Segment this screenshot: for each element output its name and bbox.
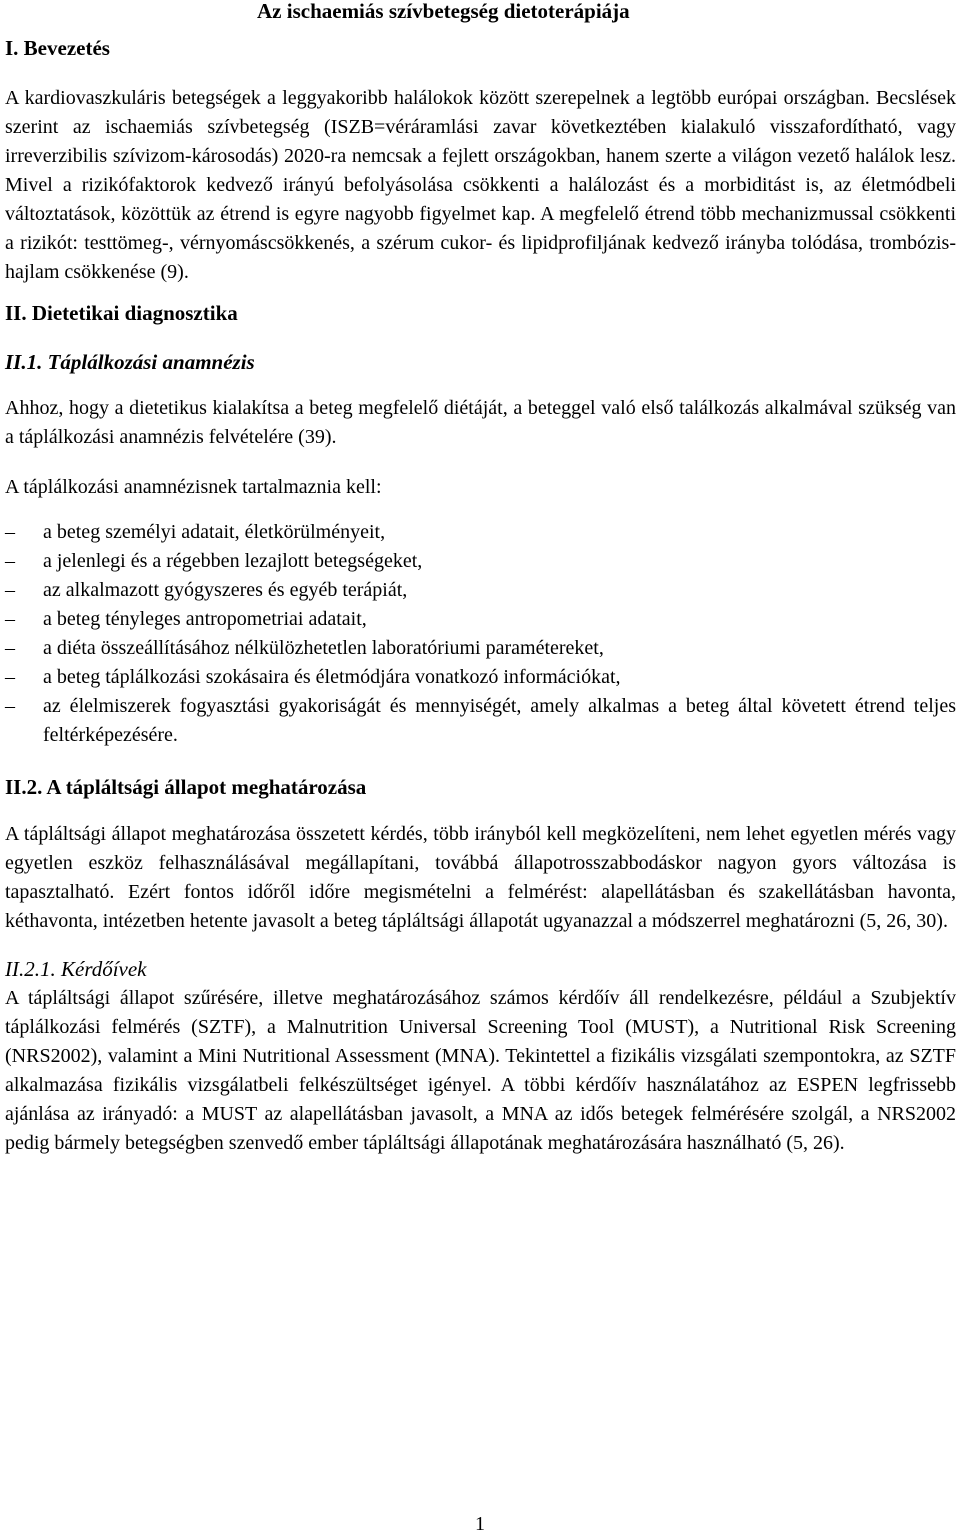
list-item (5, 692, 956, 750)
document-page (5, 0, 956, 1158)
anamnesis-list-intro: A táplálkozási anamnézisnek tartalmaznia kell: (5, 476, 382, 498)
list-item-text: a beteg táplálkozási szokásaira és életmódjára vonatkozó információkat, (43, 666, 621, 688)
dash-bullet-icon: – (5, 637, 15, 659)
dash-bullet-icon: – (5, 695, 15, 717)
anamnesis-requirements-list (5, 518, 956, 750)
section-heading-introduction: I. Bevezetés (5, 36, 110, 60)
list-item-text: az élelmiszerek fogyasztási gyakoriságát és mennyiségét, amely alkalmas a beteg által követett étrend teljes feltérképezésére. (43, 695, 956, 746)
list-item-text: a beteg személyi adatait, életkörülményeit, (43, 521, 386, 543)
section-heading-diagnostics: II. Dietetikai diagnosztika (5, 301, 238, 325)
subsection-heading-nutrition-status: II.2. A tápláltsági állapot meghatározása (5, 775, 367, 799)
list-item (5, 605, 956, 634)
subsection-heading-anamnesis: II.1. Táplálkozási anamnézis (5, 350, 255, 374)
dash-bullet-icon: – (5, 550, 15, 572)
list-item-text: a diéta összeállításához nélkülözhetetlen laboratóriumi paramétereket, (43, 637, 604, 659)
anamnesis-paragraph: Ahhoz, hogy a dietetikus kialakítsa a beteg megfelelő diétáját, a beteggel való első találkozás alkalmával szükség van a táplálkozási anamnézis felvételére (39). (5, 397, 956, 448)
dash-bullet-icon: – (5, 521, 15, 543)
questionnaires-paragraph: A tápláltsági állapot szűrésére, illetve meghatározásához számos kérdőív áll rendelkezésre, például a Szubjektív táplálkozási felmérés (SZTF), a Malnutrition Universal Screening Tool (MUST), a Nutritional Risk Screening (NRS2002), valamint a Mini Nutritional Assessment (MNA). Tekintettel a fizikális vizsgálati szempontokra, az SZTF alkalmazása fizikális vizsgálatbeli felkészültséget igényel. A többi kérdőív használatához az ESPEN legfrissebb ajánlása az irányadó: a MUST az alapellátásban javasolt, a MNA az idős betegek felmérésére szolgál, a NRS2002 pedig bármely betegségben szenvedő ember tápláltsági állapotának meghatározására használható (5, 26). (5, 987, 956, 1154)
list-item (5, 634, 956, 663)
subsection-heading-questionnaires: II.2.1. Kérdőívek (5, 957, 147, 981)
list-item-text: a beteg tényleges antropometriai adatait, (43, 608, 367, 630)
nutrition-status-paragraph: A tápláltsági állapot meghatározása összetett kérdés, több irányból kell megközelíteni, nem lehet egyetlen mérés vagy egyetlen eszköz felhasználásával megállapítani, továbbá állapotrosszabbodáskor nagyon gyors változása is tapasztalható. Ezért fontos időről időre megismételni a felmérést: alapellátásban és szakellátásban havonta, kéthavonta, intézetben hetente javasolt a beteg tápláltsági állapotát ugyanazzal a módszerrel meghatározni (5, 26, 30). (5, 823, 956, 932)
dash-bullet-icon: – (5, 666, 15, 688)
page-number: 1 (475, 1513, 485, 1535)
list-item (5, 518, 956, 547)
list-item-text: az alkalmazott gyógyszeres és egyéb terápiát, (43, 579, 408, 601)
document-title: Az ischaemiás szívbetegség dietoterápiája (257, 0, 630, 23)
list-item (5, 547, 956, 576)
dash-bullet-icon: – (5, 579, 15, 601)
list-item (5, 576, 956, 605)
dash-bullet-icon: – (5, 608, 15, 630)
intro-paragraph: A kardiovaszkuláris betegségek a leggyakoribb halálokok között szerepelnek a legtöbb európai országban. Becslések szerint az ischaemiás szívbetegség (ISZB=véráramlási zavar következtében kialakuló visszafordítható, vagy irreverzibilis szívizom-károsodás) 2020-ra nemcsak a fejlett országokban, hanem szerte a világon vezető halálok lesz. Mivel a rizikófaktorok kedvező irányú befolyásolása csökkenti a halálozást és a morbiditást is, az életmódbeli változtatások, közöttük az étrend is egyre nagyobb figyelmet kap. A megfelelő étrend több mechanizmussal csökkenti a rizikót: testtömeg-, vérnyomáscsökkenés, a szérum cukor- és lipidprofiljának kedvező irányba tolódása, trombózis-hajlam csökkenése (9). (5, 87, 956, 283)
list-item-text: a jelenlegi és a régebben lezajlott betegségeket, (43, 550, 423, 572)
list-item (5, 663, 956, 692)
